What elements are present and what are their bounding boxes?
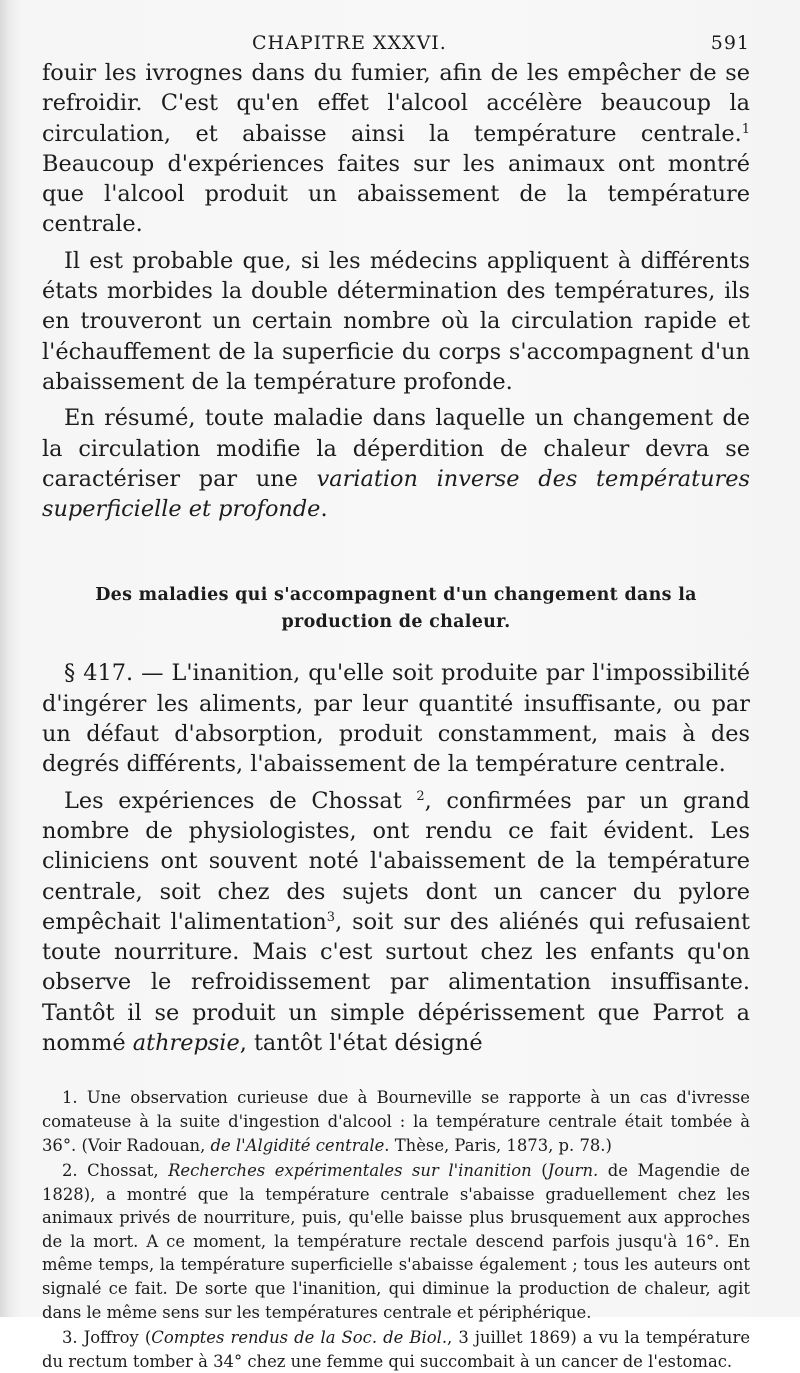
text-run: Il est probable que, si les médecins appliquent à différents états morbides la double détermination des températures, ils en trouveront un certain nombre où la circulation rapide et l'échauffement de la superficie du corps s'accompagnent d'un abaissement de la température profonde. — [42, 247, 750, 395]
italic-text: Journ. — [547, 1161, 599, 1181]
footnote-ref: 1 — [741, 121, 750, 137]
text-run: 3. Joffroy ( — [62, 1328, 152, 1348]
text-run: Beaucoup d'expériences faites sur les animaux ont montré que l'alcool produit un abaissement de la température centrale. — [42, 150, 750, 238]
italic-text: variation inverse des températures superficielle et profonde — [42, 465, 751, 523]
paragraph — [42, 58, 750, 240]
paragraph — [42, 786, 750, 1059]
italic-text: de l'Algidité centrale — [210, 1135, 385, 1155]
text-run: , confirmées par un grand nombre de physiologistes, ont rendu ce fait évident. Les cliniciens ont souvent noté l'abaissement de la température centrale, soit chez des sujets dont un cancer du pylore empêchait l'alimentation — [42, 787, 750, 935]
section-text — [42, 658, 750, 1058]
footnote-ref: 2 — [416, 788, 425, 804]
main-text — [42, 58, 750, 524]
text-run: , 3 juillet 1869) a vu la température du rectum tomber à 34° chez une femme qui succombait à un cancer de l'estomac. — [42, 1328, 751, 1371]
section-title: Des maladies qui s'accompagnent d'un changement dans la production de chaleur. — [95, 585, 697, 633]
footnotes — [42, 1086, 750, 1373]
text-run: 1. Une observation curieuse due à Bourneville se rapporte à un cas d'ivresse comateuse à la suite d'ingestion d'alcool : la température centrale était tombée à 36°. (Voir Radouan, — [42, 1088, 750, 1155]
text-run: § 417. — L'inanition, qu'elle soit produite par l'impossibilité d'ingérer les aliments, par leur quantité insuffisante, ou par un défaut d'absorption, produit constamment, mais à des degrés différents, l'abaissement de la température centrale. — [42, 660, 750, 778]
text-run: , tantôt l'état désigné — [239, 1030, 483, 1057]
text-run: . Thèse, Paris, 1873, p. 78.) — [384, 1135, 612, 1155]
text-run: Les expériences de Chossat — [64, 787, 417, 814]
running-head — [42, 28, 750, 58]
paragraph — [42, 246, 750, 397]
paragraph — [42, 658, 750, 779]
text-run: de Magendie de 1828), a montré que la température centrale s'abaisse graduellement chez les animaux privés de nourriture, puis, qu'elle baisse plus brusquement aux approches de la mort. A ce moment, la température rectale descend parfois jusqu'à 16°. En même temps, la température superficielle s'abaisse également ; tous les auteurs ont signalé ce fait. De sorte que l'inanition, qui diminue la production de chaleur, agit dans le même sens sur les températures centrale et périphérique. — [42, 1161, 750, 1322]
paragraph — [42, 403, 750, 524]
footnote — [42, 1086, 750, 1157]
text-run: En résumé, toute maladie dans laquelle un changement de la circulation modifie la déperdition de chaleur devra se caractériser par une — [42, 405, 750, 492]
text-run: fouir les ivrognes dans du fumier, afin de les empêcher de se refroidir. C'est qu'en effet l'alcool accélère beaucoup la circulation, et abaisse ainsi la température centrale. — [42, 60, 750, 147]
italic-text: Recherches expérimentales sur l'inanition — [168, 1161, 532, 1181]
footnote — [42, 1326, 750, 1373]
italic-text: athrepsie — [132, 1030, 240, 1057]
footnote — [42, 1159, 750, 1324]
page-number: 591 — [710, 32, 750, 54]
italic-text: Comptes rendus de la Soc. de Biol. — [151, 1328, 448, 1348]
chapter-title: CHAPITRE XXXVI. — [252, 32, 447, 54]
text-run: , soit sur des aliénés qui refusaient toute nourriture. Mais c'est surtout chez les enfants qu'on observe le refroidissement par alimentation insuffisante. Tantôt il se produit un simple dépérissement que Parrot a nommé — [42, 908, 750, 1057]
text-run: ( — [531, 1161, 548, 1181]
text-run: 2. Chossat, — [62, 1161, 169, 1181]
footnote-ref: 3 — [326, 909, 336, 925]
text-run: . — [320, 496, 328, 523]
